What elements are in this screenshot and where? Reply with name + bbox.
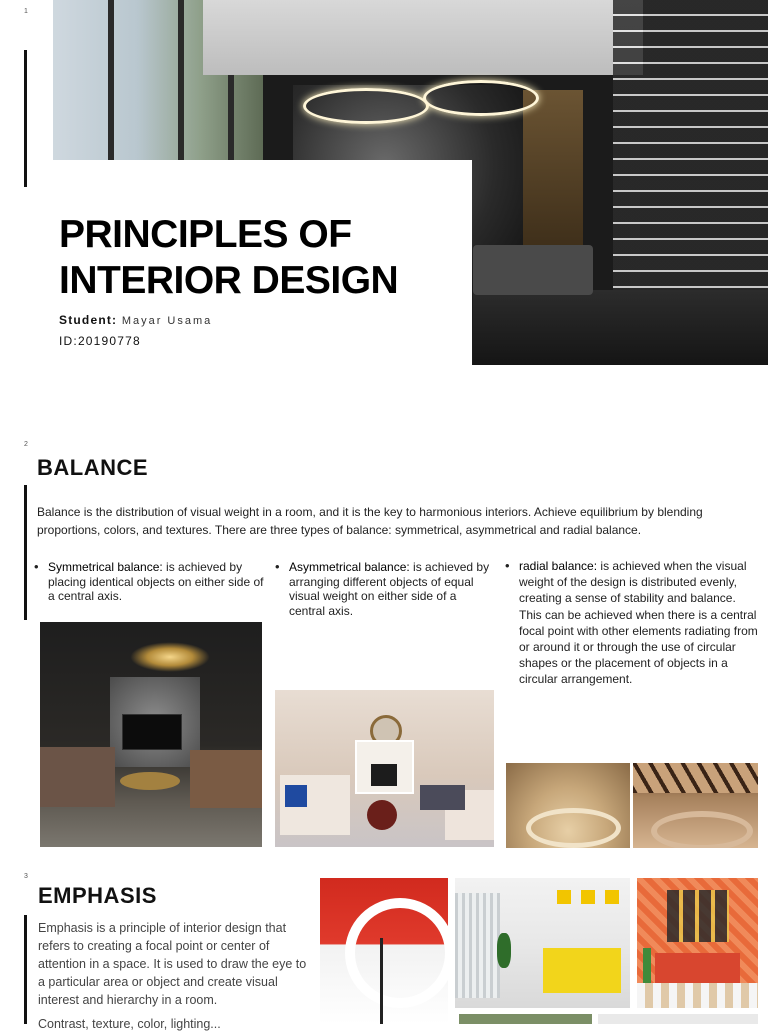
asymmetrical-room-photo [275,690,494,847]
section-body: Emphasis is a principle of interior design that refers to creating a focal point or center of attention in a space. It is used to draw the eye to a particular area or object and create visual interest and hierarchy in a room. [38,921,307,1007]
radial-room-photo [506,763,630,848]
balance-type-text: is achieved when the visual weight of the design is distributed evenly, creating a sense of stability and balance. This can be achieved when there is a central focal point with other elements radiating from or around it or through the use of circular shapes or the placement of objects in a circular arrangement. [519,559,758,687]
balance-type-radial [505,558,759,688]
section-title: BALANCE [37,455,149,480]
stool [367,800,397,830]
office-photo [455,878,630,1008]
balance-type-symmetrical [34,559,266,604]
section-title: EMPHASIS [38,883,157,908]
id-label: ID: [59,334,78,348]
fireplace [355,740,414,794]
accent-bar [24,915,27,1024]
symmetrical-room-photo [40,622,262,847]
pendant-lamp [557,890,571,904]
balance-type-text: is achieved by arranging different objects of equal visual weight on either side of a central axis. [289,560,490,618]
window-mullion [108,0,114,160]
bullet-icon: • [275,559,280,574]
ring-light [303,88,429,124]
spiral-curve [345,898,448,1008]
stair-rail [380,938,383,1024]
sofa [655,953,740,983]
chandelier [130,642,210,672]
student-name: Mayar Usama [121,315,213,327]
id-line [59,334,141,348]
section-intro: Balance is the distribution of visual weight in a room, and it is the key to harmonious interiors. Achieve equilibrium by blending proportions, colors, and textures. There are three types of balance: symmetrical, asymmetrical and radial balance. [37,505,703,537]
student-line [59,313,212,327]
gallery-frames [667,890,729,942]
balance-type-name: radial balance: [519,559,598,573]
sofa [190,750,262,808]
ceiling [203,0,643,75]
id-value: 20190778 [77,334,141,348]
page-number: 1 [24,8,28,15]
circular-seating [651,811,753,848]
window-mullion [178,0,184,160]
armchair [420,785,465,810]
accent-bar [24,485,27,620]
radial-room-photo [633,763,758,848]
student-label: Student: [59,313,118,327]
accent-wall-photo [637,878,758,1008]
title-line: PRINCIPLES OF [59,213,352,256]
plant [497,933,511,968]
page-title [59,212,398,304]
balance-type-asymmetrical [275,559,494,618]
spiral-stair-photo [320,878,448,1024]
yellow-desk [543,948,621,993]
balance-type-text: is achieved by placing identical objects on either side of a central axis. [48,560,264,603]
radial-ceiling [633,763,758,793]
bullet-icon: • [34,559,39,574]
bullet-icon: • [505,558,510,573]
floor [473,290,768,365]
balance-type-name: Symmetrical balance: [48,560,163,574]
ring-light [423,80,539,116]
page-number: 2 [24,441,28,448]
tv [122,714,182,750]
sofa [40,747,115,807]
room-photo [598,1014,758,1024]
pendant-lamp [581,890,595,904]
room-photo [459,1014,592,1024]
cactus [643,948,651,983]
lit-shelf [523,90,583,260]
floor [637,983,758,1008]
circular-seating [526,808,621,848]
title-line: INTERIOR DESIGN [59,259,399,302]
pillow [285,785,307,807]
pendant-lamp [605,890,619,904]
sofa [473,245,593,295]
balance-type-name: Asymmetrical balance: [289,560,410,574]
accent-bar [24,50,27,187]
glass-partition [455,893,500,998]
section-bullet: Contrast, texture, color, lighting... [38,1017,221,1031]
coffee-table [120,772,180,790]
page-number: 3 [24,873,28,880]
